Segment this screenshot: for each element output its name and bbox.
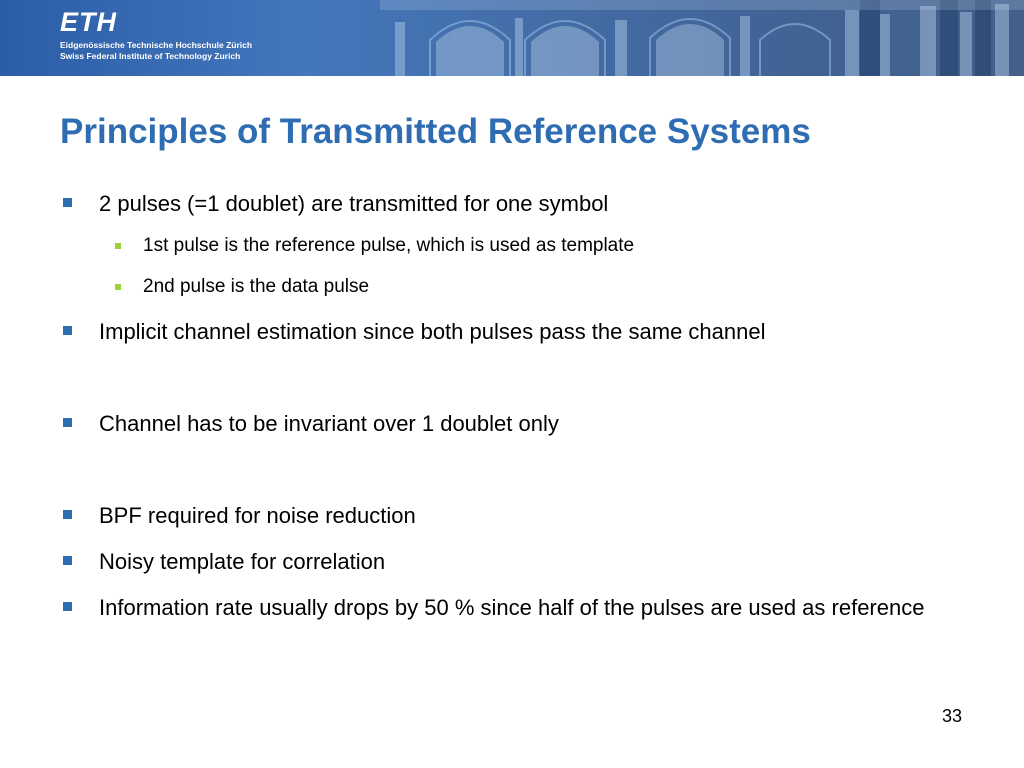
sub-bullet-item	[143, 273, 963, 301]
bullet-text: 2 pulses (=1 doublet) are transmitted for one symbol	[99, 191, 609, 216]
bullet-text: Implicit channel estimation since both pulses pass the same channel	[99, 319, 766, 344]
bullet-text: Information rate usually drops by 50 % since half of the pulses are used as reference	[99, 595, 925, 620]
eth-logo: ETH	[60, 7, 117, 37]
bullet-item	[99, 312, 969, 352]
sub-bullet-item	[143, 232, 963, 260]
institution-name-german: Eidgenössische Technische Hochschule Zürich	[60, 40, 253, 50]
square-bullet-icon	[63, 418, 72, 427]
square-bullet-icon	[115, 243, 121, 249]
slide-title: Principles of Transmitted Reference Systems	[60, 112, 811, 151]
bullet-text: Noisy template for correlation	[99, 549, 386, 574]
bullet-item	[99, 184, 969, 224]
bullet-text: Channel has to be invariant over 1 doublet only	[99, 411, 559, 436]
bullet-item	[99, 496, 969, 536]
square-bullet-icon	[63, 326, 72, 335]
bullet-item	[99, 588, 969, 628]
square-bullet-icon	[63, 510, 72, 519]
square-bullet-icon	[63, 556, 72, 565]
square-bullet-icon	[63, 198, 72, 207]
square-bullet-icon	[63, 602, 72, 611]
bullet-item	[99, 542, 969, 582]
bullet-item	[99, 404, 969, 444]
sub-bullet-text: 2nd pulse is the data pulse	[143, 276, 370, 297]
sub-bullet-text: 1st pulse is the reference pulse, which is used as template	[143, 235, 635, 256]
page-number: 33	[941, 706, 962, 726]
bullet-text: BPF required for noise reduction	[99, 503, 416, 528]
institution-name-english: Swiss Federal Institute of Technology Zurich	[60, 51, 241, 61]
square-bullet-icon	[115, 284, 121, 290]
